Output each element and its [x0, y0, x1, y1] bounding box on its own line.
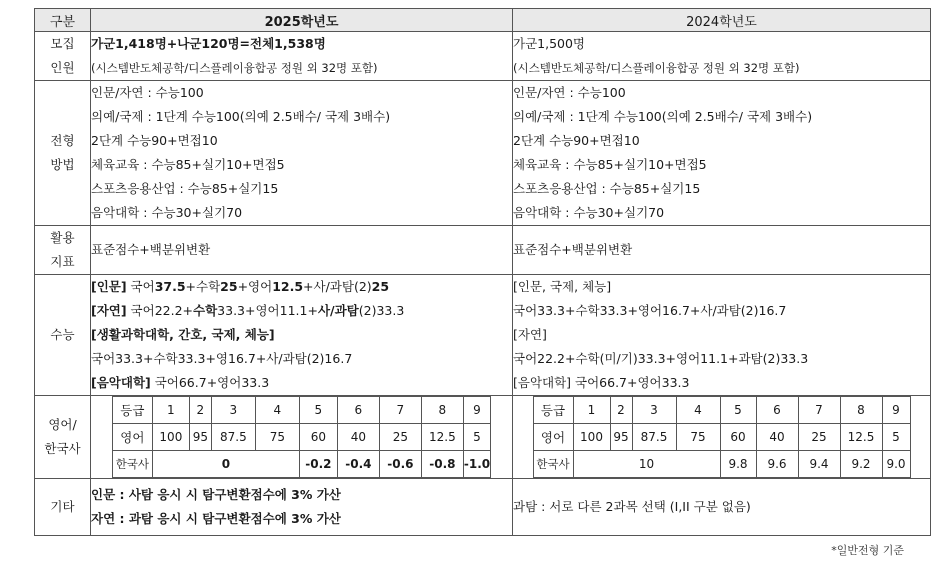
label-line: 모집	[50, 36, 75, 51]
row-etc	[35, 479, 931, 536]
label-recruitment	[35, 32, 91, 81]
etc-line: 자연 : 과탐 응시 시 탐구변환점수에 3% 가산	[91, 511, 341, 526]
csat-text: +사/과탐(2)	[303, 279, 372, 294]
history-score-row	[533, 451, 910, 478]
method-line: 인문/자연 : 수능100	[513, 85, 626, 100]
csat-text: 33.3+영어11.1+	[217, 303, 318, 318]
english-score-row	[112, 424, 490, 451]
csat-weight: 25	[220, 279, 238, 294]
index-2024	[513, 226, 931, 275]
grade-cell: 5	[299, 397, 337, 424]
method-line: 음악대학 : 수능30+실기70	[91, 205, 243, 220]
history-score: -0.8	[421, 451, 463, 478]
recruitment-note-2025: (시스템반도체공학/디스플레이융합공 정원 외 32명 포함)	[91, 61, 378, 75]
csat-group-label: [생활과학대학, 간호, 국제, 체능]	[91, 327, 275, 342]
grade-cell: 6	[756, 397, 798, 424]
english-score: 60	[720, 424, 756, 451]
grade-cell: 7	[798, 397, 840, 424]
label-line: 방법	[50, 157, 75, 172]
method-line: 음악대학 : 수능30+실기70	[513, 205, 665, 220]
csat-text: +영어	[237, 279, 273, 294]
grade-cell: 6	[337, 397, 379, 424]
grade-table-2024	[533, 396, 911, 478]
grade-cell: 5	[720, 397, 756, 424]
etc-line: 인문 : 사탐 응시 시 탐구변환점수에 3% 가산	[91, 487, 341, 502]
history-score: 9.6	[756, 451, 798, 478]
label-csat: 수능	[35, 275, 91, 396]
csat-text: 국어66.7+영어33.3	[150, 375, 270, 390]
grade-row	[112, 397, 490, 424]
english-score: 5	[882, 424, 910, 451]
csat-line: [인문, 국제, 체능]	[513, 279, 612, 294]
grade-row	[533, 397, 910, 424]
english-score: 87.5	[632, 424, 676, 451]
csat-2024	[513, 275, 931, 396]
csat-group-label: [인문]	[91, 279, 127, 294]
english-score: 25	[379, 424, 421, 451]
history-score-merged: 0	[152, 451, 299, 478]
grade-table-2024-cell	[513, 396, 931, 479]
grade-cell: 9	[882, 397, 910, 424]
method-line: 2단계 수능90+면접10	[513, 133, 640, 148]
english-score: 100	[152, 424, 189, 451]
history-label: 한국사	[533, 451, 573, 478]
label-line: 지표	[50, 254, 75, 269]
csat-text: +수학	[185, 279, 221, 294]
english-score-row	[533, 424, 910, 451]
csat-music-2025	[91, 371, 512, 395]
row-recruitment	[35, 32, 931, 81]
csat-group-label: [자연]	[91, 303, 127, 318]
history-score: -0.6	[379, 451, 421, 478]
grade-table-2025	[112, 396, 491, 478]
grade-cell: 4	[255, 397, 299, 424]
label-line: 영어/	[48, 417, 77, 432]
csat-line: 국어33.3+수학33.3+영어16.7+사/과탐(2)16.7	[513, 303, 787, 318]
english-label: 영어	[112, 424, 152, 451]
grade-cell: 7	[379, 397, 421, 424]
header-row	[35, 9, 931, 32]
method-line: 의예/국제 : 1단계 수능100(의예 2.5배수/ 국제 3배수)	[91, 109, 391, 124]
grade-cell: 9	[463, 397, 490, 424]
method-line: 체육교육 : 수능85+실기10+면접5	[91, 157, 285, 172]
grade-cell: 2	[189, 397, 211, 424]
english-score: 75	[255, 424, 299, 451]
method-line: 스포츠응용산업 : 수능85+실기15	[91, 181, 279, 196]
english-score: 40	[337, 424, 379, 451]
row-csat	[35, 275, 931, 396]
grade-cell: 4	[676, 397, 720, 424]
english-score: 60	[299, 424, 337, 451]
english-score: 95	[610, 424, 632, 451]
row-method	[35, 81, 931, 226]
recruitment-note-2024: (시스템반도체공학/디스플레이융합공 정원 외 32명 포함)	[513, 61, 800, 75]
admissions-comparison-table	[34, 8, 931, 536]
english-score: 5	[463, 424, 490, 451]
csat-science-2025	[91, 299, 512, 323]
csat-weight: 37.5	[154, 279, 186, 294]
row-index	[35, 226, 931, 275]
grade-cell: 1	[152, 397, 189, 424]
label-etc: 기타	[35, 479, 91, 536]
label-method	[35, 81, 91, 226]
label-english-history	[35, 396, 91, 479]
method-line: 체육교육 : 수능85+실기10+면접5	[513, 157, 707, 172]
csat-weight: 12.5	[272, 279, 304, 294]
index-value-2024: 표준점수+백분위변환	[513, 242, 633, 257]
label-index	[35, 226, 91, 275]
english-score: 25	[798, 424, 840, 451]
history-score: 9.0	[882, 451, 910, 478]
history-score-row	[112, 451, 490, 478]
history-score-merged: 10	[573, 451, 720, 478]
english-score: 40	[756, 424, 798, 451]
english-label: 영어	[533, 424, 573, 451]
recruitment-total-2024: 가군1,500명	[513, 36, 586, 51]
history-score: -1.0	[463, 451, 490, 478]
csat-subject: 수학	[193, 303, 218, 318]
index-2025	[91, 226, 513, 275]
method-line: 인문/자연 : 수능100	[91, 85, 204, 100]
csat-subject: 사/과탐	[317, 303, 359, 318]
history-label: 한국사	[112, 451, 152, 478]
header-category: 구분	[35, 9, 91, 32]
footnote: *일반전형 기준	[831, 544, 904, 557]
history-score: 9.2	[840, 451, 882, 478]
grade-cell: 8	[840, 397, 882, 424]
history-score: 9.8	[720, 451, 756, 478]
header-2024: 2024학년도	[513, 9, 931, 32]
method-line: 의예/국제 : 1단계 수능100(의예 2.5배수/ 국제 3배수)	[513, 109, 813, 124]
recruitment-total-2025: 가군1,418명+나군120명=전체1,538명	[91, 36, 326, 51]
grade-cell: 8	[421, 397, 463, 424]
history-score: -0.2	[299, 451, 337, 478]
grade-cell: 1	[573, 397, 610, 424]
method-line: 2단계 수능90+면접10	[91, 133, 218, 148]
grade-cell: 2	[610, 397, 632, 424]
grade-label: 등급	[112, 397, 152, 424]
label-line: 인원	[50, 60, 75, 75]
etc-2024	[513, 479, 931, 536]
csat-text: 국어	[126, 279, 155, 294]
csat-humanities-2025	[91, 275, 512, 299]
grade-label: 등급	[533, 397, 573, 424]
english-score: 12.5	[421, 424, 463, 451]
csat-weight: 25	[371, 279, 390, 294]
english-score: 87.5	[211, 424, 255, 451]
history-score: -0.4	[337, 451, 379, 478]
row-english-history	[35, 396, 931, 479]
grade-cell: 3	[211, 397, 255, 424]
label-line: 활용	[50, 230, 75, 245]
label-line: 한국사	[44, 441, 81, 456]
recruitment-2025	[91, 32, 513, 81]
label-line: 전형	[50, 133, 75, 148]
history-score: 9.4	[798, 451, 840, 478]
grade-table-2025-cell	[91, 396, 513, 479]
csat-2025	[91, 275, 513, 396]
etc-line: 과탐 : 서로 다른 2과목 선택 (I,II 구분 없음)	[513, 499, 751, 514]
english-score: 100	[573, 424, 610, 451]
header-2025: 2025학년도	[91, 9, 513, 32]
english-score: 12.5	[840, 424, 882, 451]
index-value-2025: 표준점수+백분위변환	[91, 242, 211, 257]
csat-line: 국어22.2+수학(미/기)33.3+영어11.1+과탐(2)33.3	[513, 351, 809, 366]
csat-line: [음악대학] 국어66.7+영어33.3	[513, 375, 690, 390]
english-score: 95	[189, 424, 211, 451]
csat-formula: 국어33.3+수학33.3+영16.7+사/과탐(2)16.7	[91, 351, 353, 366]
method-2024	[513, 81, 931, 226]
recruitment-2024	[513, 32, 931, 81]
csat-group-label: [음악대학]	[91, 375, 151, 390]
grade-cell: 3	[632, 397, 676, 424]
csat-text: 국어22.2+	[126, 303, 194, 318]
method-2025	[91, 81, 513, 226]
etc-2025	[91, 479, 513, 536]
method-line: 스포츠응용산업 : 수능85+실기15	[513, 181, 701, 196]
english-score: 75	[676, 424, 720, 451]
csat-text: (2)33.3	[358, 303, 405, 318]
csat-line: [자연]	[513, 327, 547, 342]
